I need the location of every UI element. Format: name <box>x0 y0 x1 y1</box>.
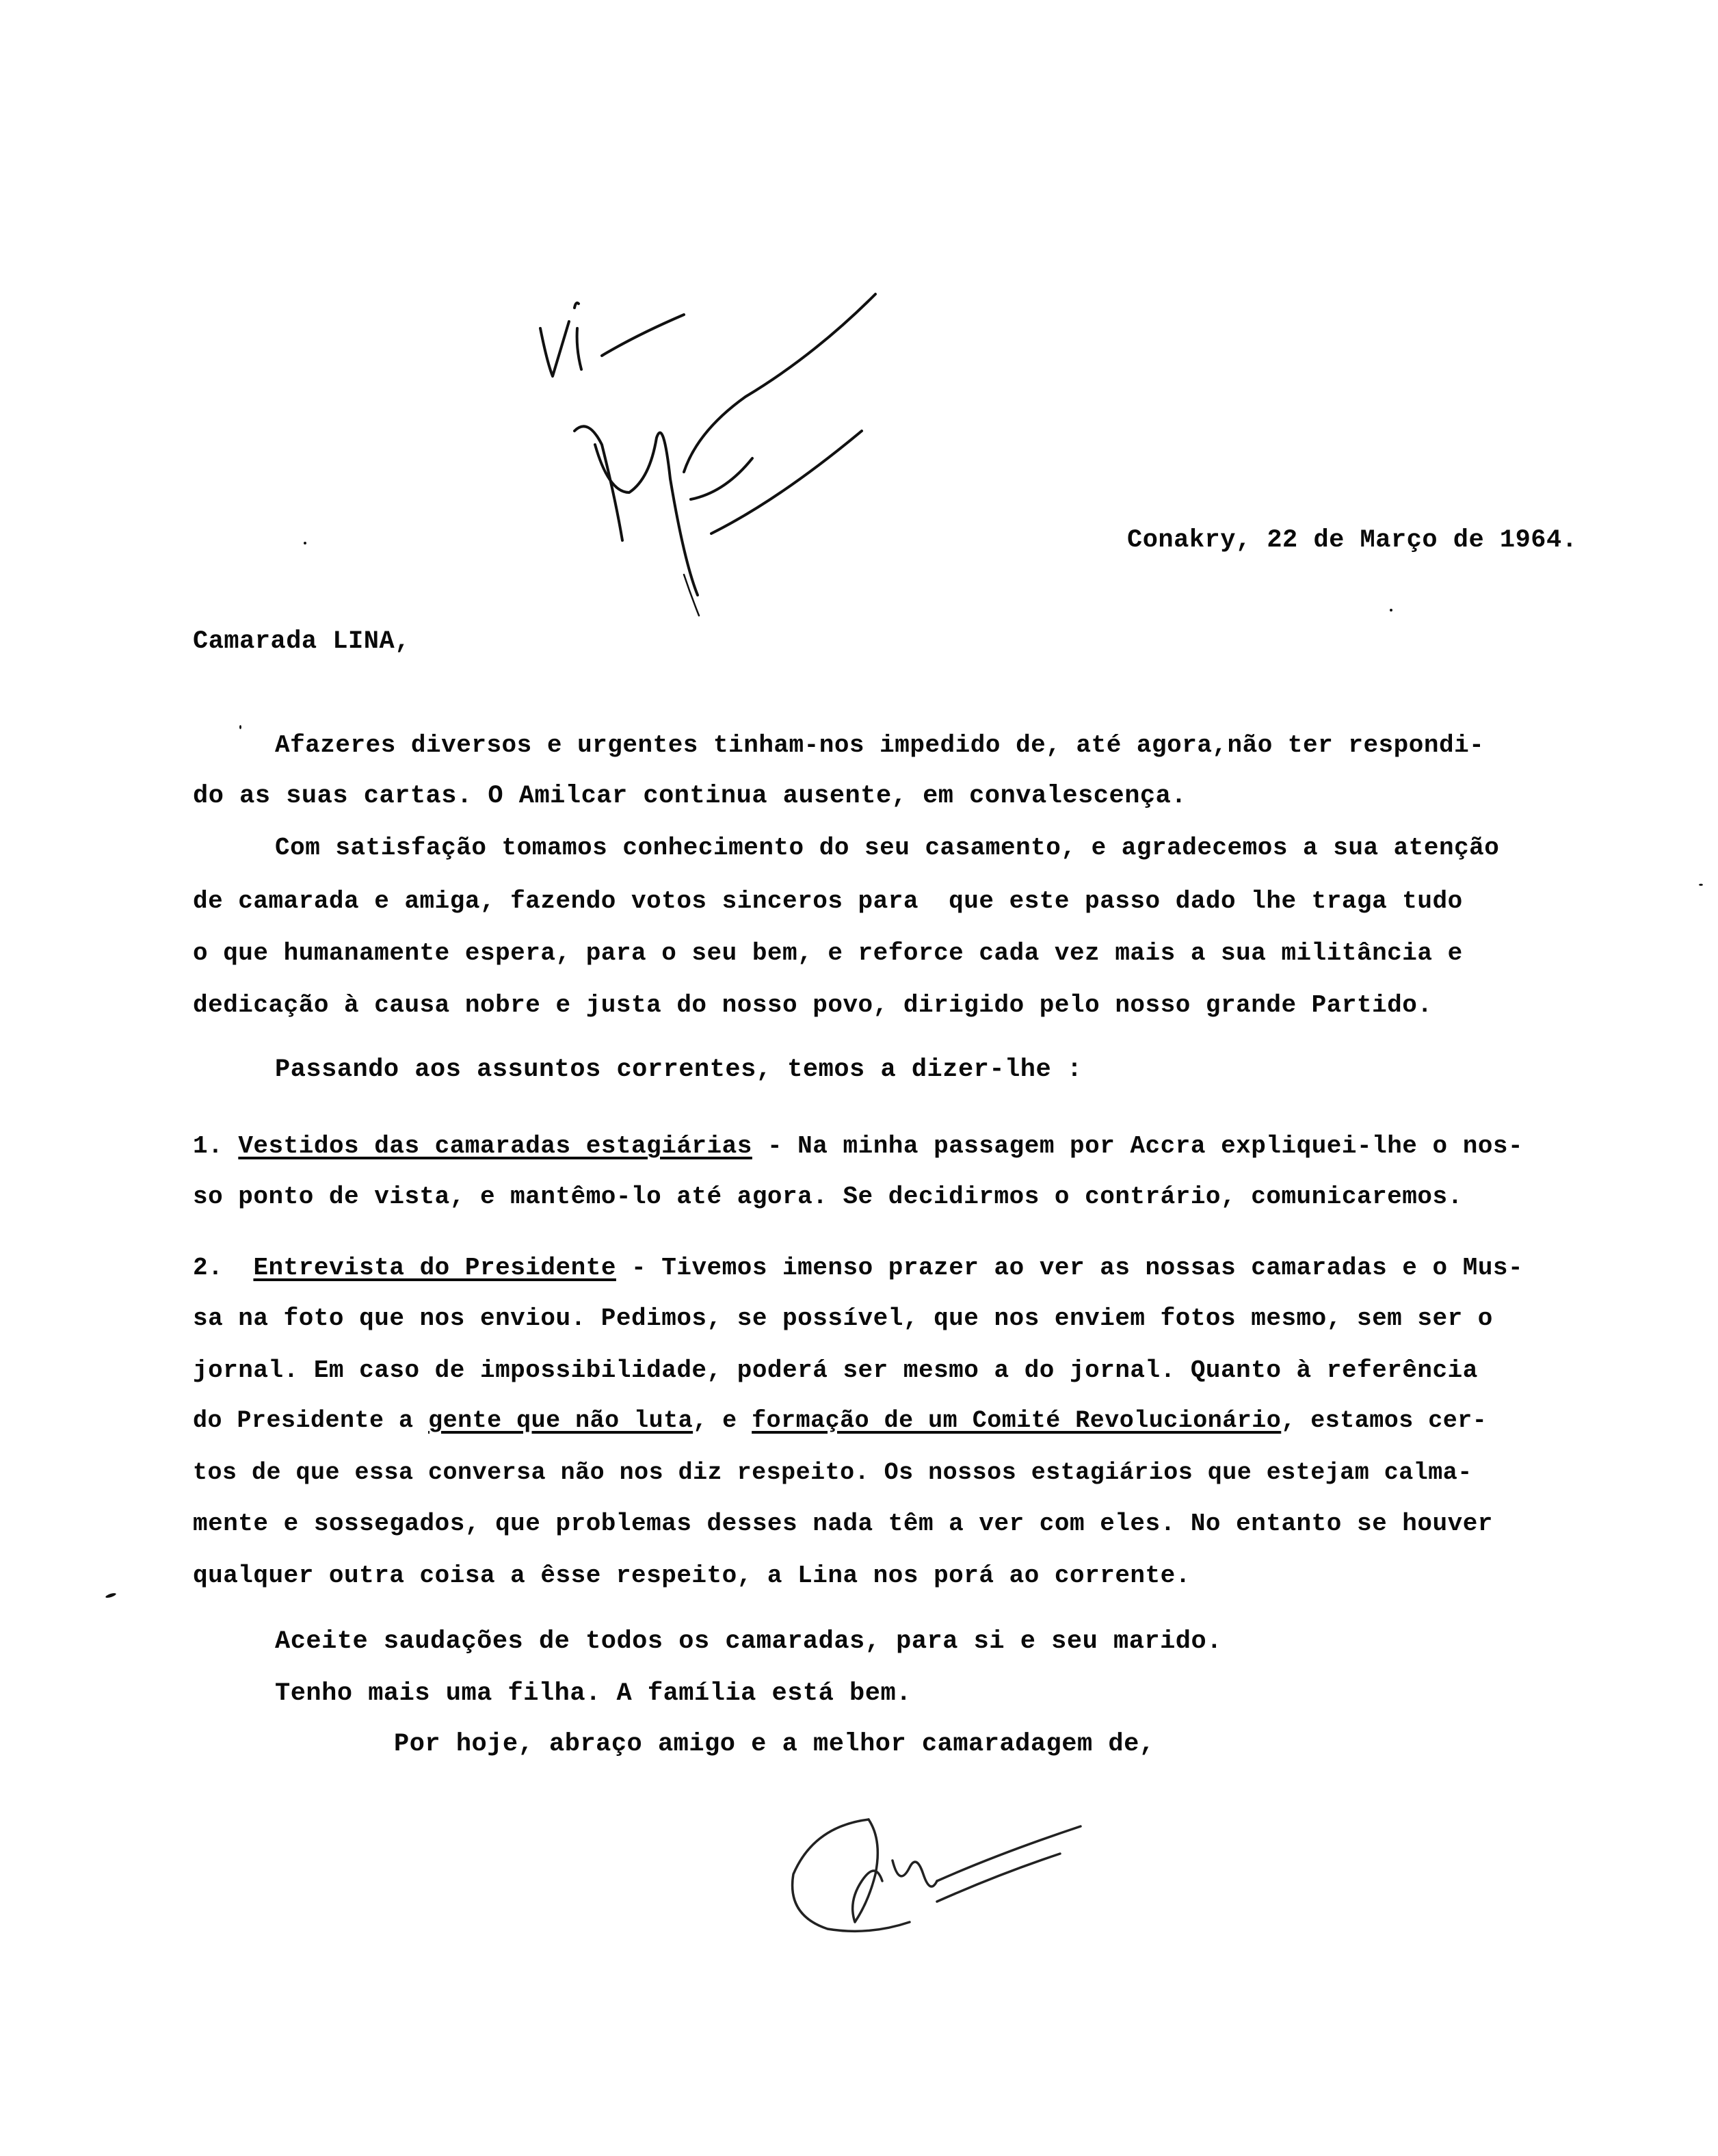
item1-line2: so ponto de vista, e mantêmo-lo até agora. Se decidirmos o contrário, comunicaremos. <box>193 1183 1463 1211</box>
para2-line3: o que humanamente espera, para o seu bem, e reforce cada vez mais a sua militância e <box>193 939 1463 967</box>
item2-line4-underline1: gente que não luta <box>428 1407 693 1434</box>
para2-line4: dedicação à causa nobre e justa do nosso povo, dirigido pelo nosso grande Partido. <box>193 991 1433 1019</box>
item2-line6: mente e sossegados, que problemas desses nada têm a ver com eles. No entanto se houver <box>193 1510 1493 1538</box>
scan-speck <box>304 542 306 544</box>
item2-line4 <box>193 1409 1487 1433</box>
item1-title: Vestidos das camaradas estagiárias <box>238 1132 752 1160</box>
item2-line3: jornal. Em caso de impossibilidade, poderá ser mesmo a do jornal. Quanto à referência <box>193 1356 1478 1384</box>
item2-line4-a: do Presidente a <box>193 1407 429 1434</box>
scan-speck <box>239 725 241 729</box>
item1-number: 1. <box>193 1132 224 1160</box>
item2-number: 2. <box>193 1254 224 1282</box>
item2-line4-underline2: formação de um Comité Revolucionário <box>752 1407 1282 1434</box>
scan-speck <box>1699 884 1703 886</box>
para2-line1: Com satisfação tomamos conhecimento do seu casamento, e agradecemos a sua atenção <box>275 834 1500 862</box>
item2-line5: tos de que essa conversa não nos diz respeito. Os nossos estagiários que estejam calma- <box>193 1459 1472 1486</box>
item2-line4-b: , e <box>693 1407 752 1434</box>
handwritten-signature <box>773 1799 1128 1949</box>
para3: Passando aos assuntos correntes, temos a dizer-lhe : <box>275 1055 1083 1084</box>
para2-line2: de camarada e amiga, fazendo votos sinceros para que este passo dado lhe traga tudo <box>193 887 1463 915</box>
scan-speck <box>105 1592 117 1599</box>
item2-line2: sa na foto que nos enviou. Pedimos, se possível, que nos enviem fotos mesmo, sem ser o <box>193 1304 1493 1332</box>
para1-line2: do as suas cartas. O Amilcar continua ausente, em convalescença. <box>193 782 1187 811</box>
item2-line1-rest: - Tivemos imenso prazer ao ver as nossas camaradas e o Mus- <box>616 1254 1524 1282</box>
item1-line1 <box>193 1134 1523 1159</box>
salutation: Camarada LINA, <box>193 627 410 656</box>
item1-line1-rest: - Na minha passagem por Accra expliquei-lhe o nos- <box>752 1132 1524 1160</box>
item2-line7: qualquer outra coisa a êsse respeito, a Lina nos porá ao corrente. <box>193 1562 1191 1590</box>
item2-line1 <box>193 1256 1523 1280</box>
para1-line1: Afazeres diversos e urgentes tinham-nos impedido de, até agora,não ter respondi- <box>275 731 1485 759</box>
closing-line2: Tenho mais uma filha. A família está bem. <box>275 1679 912 1708</box>
handwritten-annotation <box>520 274 903 629</box>
place-date: Conakry, 22 de Março de 1964. <box>1127 526 1578 555</box>
item2-title: Entrevista do Presidente <box>253 1254 616 1282</box>
closing-line1: Aceite saudações de todos os camaradas, para si e seu marido. <box>275 1627 1222 1656</box>
closing-line3: Por hoje, abraço amigo e a melhor camaradagem de, <box>394 1730 1155 1759</box>
item2-line4-c: , estamos cer- <box>1281 1407 1488 1434</box>
scan-speck <box>1390 609 1392 612</box>
